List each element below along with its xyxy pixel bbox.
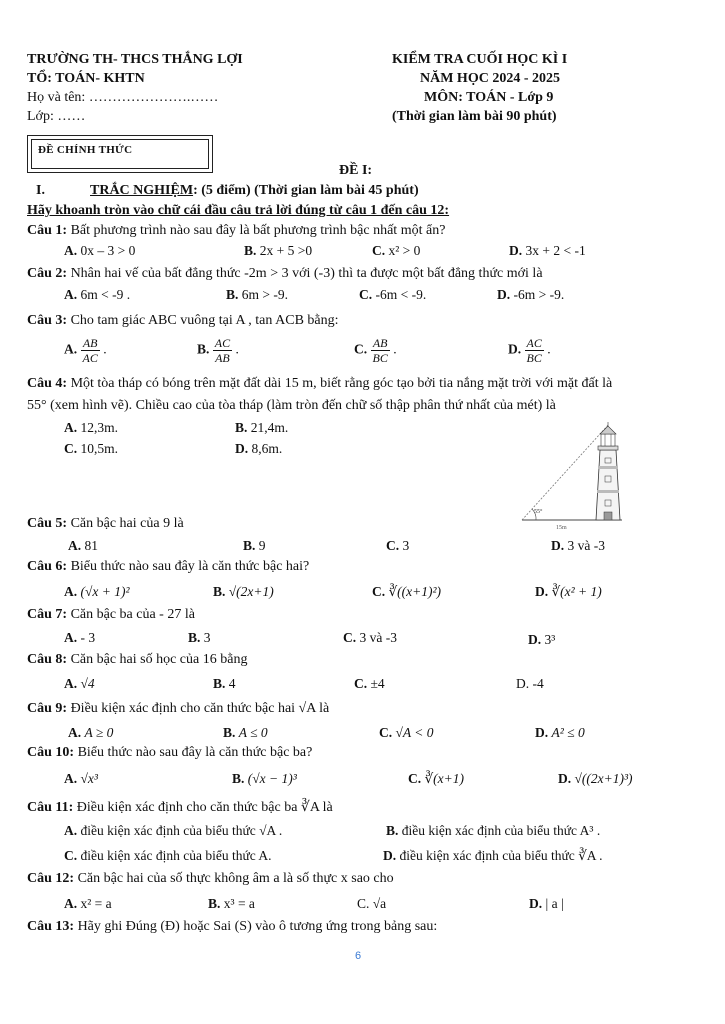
q4-option-a[interactable]: A. 12,3m.: [64, 420, 119, 435]
q5-option-b[interactable]: B. 9: [243, 538, 266, 553]
student-name-line: Họ và tên: ………………….……: [27, 90, 219, 105]
q1-option-d[interactable]: D. 3x + 2 < -1: [509, 243, 586, 258]
question-9: Câu 9: Điều kiện xác định cho căn thức bậc hai √A là: [27, 701, 330, 716]
q3-option-a[interactable]: A. $\frac{AB}{AC}$ .: [64, 336, 107, 365]
q9-option-d[interactable]: D. A² ≤ 0: [535, 725, 585, 740]
q1-option-c[interactable]: C. x² > 0: [372, 243, 421, 258]
q4-option-d[interactable]: D. 8,6m.: [235, 441, 283, 456]
q8-option-d[interactable]: D. -4: [516, 676, 544, 691]
q12-option-b[interactable]: B. x³ = a: [208, 896, 255, 911]
question-8: Câu 8: Căn bậc hai số học của 16 bằng: [27, 652, 248, 667]
question-4-line2: 55° (xem hình vẽ). Chiều cao của tòa tháp (làm tròn đến chữ số thập phân thứ nhất của mét) là: [27, 398, 556, 413]
subject: MÔN: TOÁN - Lớp 9: [424, 90, 554, 105]
q7-option-b[interactable]: B. 3: [188, 630, 211, 645]
q2-option-c[interactable]: C. -6m < -9.: [359, 287, 427, 302]
q10-option-a[interactable]: A. √x³: [64, 771, 98, 786]
q11-option-a[interactable]: A. điều kiện xác định của biểu thức √A .: [64, 823, 283, 838]
exam-title: KIỂM TRA CUỐI HỌC KÌ I: [392, 52, 568, 67]
q1-option-a[interactable]: A. 0x – 3 > 0: [64, 243, 136, 258]
q10-option-d[interactable]: D. √((2x+1)³): [558, 771, 633, 786]
q2-option-d[interactable]: D. -6m > -9.: [497, 287, 565, 302]
q7-option-c[interactable]: C. 3 và -3: [343, 630, 397, 645]
exam-code: ĐỀ I:: [339, 163, 373, 178]
question-3: Câu 3: Cho tam giác ABC vuông tại A , tan ACB bằng:: [27, 313, 339, 328]
q4-option-c[interactable]: C. 10,5m.: [64, 441, 119, 456]
q11-option-b[interactable]: B. điều kiện xác định của biểu thức A³ .: [386, 823, 601, 838]
official-label: ĐỀ CHÍNH THỨC: [38, 144, 133, 156]
q12-option-a[interactable]: A. x² = a: [64, 896, 112, 911]
figure-length-label: 15m: [556, 525, 567, 531]
q3-option-c[interactable]: C. $\frac{AB}{BC}$ .: [354, 336, 397, 365]
question-12: Câu 12: Căn bậc hai của số thực không âm a là số thực x sao cho: [27, 871, 394, 886]
exam-time: (Thời gian làm bài 90 phút): [392, 109, 557, 124]
q11-option-c[interactable]: C. điều kiện xác định của biểu thức A.: [64, 848, 272, 863]
question-1: Câu 1: Bất phương trình nào sau đây là bất phương trình bậc nhất một ẩn?: [27, 223, 446, 238]
figure-angle-label: 55°: [534, 509, 543, 515]
section-heading: [90, 183, 419, 199]
section-title: TRẮC NGHIỆM: [90, 183, 194, 198]
q12-option-c[interactable]: C. √a: [357, 896, 387, 911]
question-4: Câu 4: Một tòa tháp có bóng trên mặt đất dài 15 m, biết rằng góc tạo bởi tia nắng mặt trời với mặt đất là: [27, 376, 613, 391]
official-stamp-box: [27, 135, 213, 173]
class-line: Lớp: ……: [27, 109, 86, 124]
q6-option-b[interactable]: B. √(2x+1): [213, 584, 274, 599]
q11-option-d[interactable]: D. điều kiện xác định của biểu thức ∛A .: [383, 848, 603, 863]
q6-option-d[interactable]: D. ∛(x² + 1): [535, 584, 602, 599]
q8-option-b[interactable]: B. 4: [213, 676, 236, 691]
q10-option-b[interactable]: B. (√x − 1)³: [232, 771, 297, 786]
q2-option-b[interactable]: B. 6m > -9.: [226, 287, 289, 302]
question-7: Câu 7: Căn bậc ba của - 27 là: [27, 607, 195, 622]
q2-option-a[interactable]: A. 6m < -9 .: [64, 287, 131, 302]
section-number: I.: [36, 183, 45, 198]
q8-option-c[interactable]: C. ±4: [354, 676, 385, 691]
q5-option-a[interactable]: A. 81: [68, 538, 98, 553]
department: TỔ: TOÁN- KHTN: [27, 71, 145, 86]
q9-option-c[interactable]: C. √A < 0: [379, 725, 434, 740]
q7-option-a[interactable]: A. - 3: [64, 630, 96, 645]
page-number: 6: [355, 950, 362, 962]
question-5: Câu 5: Căn bậc hai của 9 là: [27, 516, 184, 531]
q9-option-b[interactable]: B. A ≤ 0: [223, 725, 268, 740]
question-11: Câu 11: Điều kiện xác định cho căn thức bậc ba ∛A là: [27, 800, 333, 815]
question-13: Câu 13: Hãy ghi Đúng (Đ) hoặc Sai (S) vào ô tương ứng trong bảng sau:: [27, 919, 438, 934]
q3-option-b[interactable]: B. $\frac{AC}{AB}$ .: [197, 336, 239, 365]
q8-option-a[interactable]: A. √4: [64, 676, 95, 691]
q6-option-a[interactable]: A. (√x + 1)²: [64, 584, 130, 599]
q12-option-d[interactable]: D. | a |: [529, 896, 564, 911]
instruction: Hãy khoanh tròn vào chữ cái đầu câu trả lời đúng từ câu 1 đến câu 12:: [27, 203, 450, 218]
q1-option-b[interactable]: B. 2x + 5 >0: [244, 243, 313, 258]
q5-option-c[interactable]: C. 3: [386, 538, 410, 553]
school-name: TRƯỜNG TH- THCS THẮNG LỢI: [27, 52, 243, 67]
q4-option-b[interactable]: B. 21,4m.: [235, 420, 289, 435]
question-6: Câu 6: Biểu thức nào sau đây là căn thức bậc hai?: [27, 559, 310, 574]
question-10: Câu 10: Biểu thức nào sau đây là căn thức bậc ba?: [27, 745, 313, 760]
section-title-rest: : (5 điểm) (Thời gian làm bài 45 phút): [193, 183, 419, 198]
q6-option-c[interactable]: C. ∛((x+1)²): [372, 584, 441, 599]
q9-option-a[interactable]: A. A ≥ 0: [68, 725, 114, 740]
q5-option-d[interactable]: D. 3 và -3: [551, 538, 605, 553]
q7-option-d[interactable]: D. 3³: [528, 632, 556, 647]
school-year: NĂM HỌC 2024 - 2025: [420, 71, 560, 86]
question-2: Câu 2: Nhân hai vế của bất đẳng thức -2m > 3 với (-3) thì ta được một bất đẳng thức mới là: [27, 266, 543, 281]
q10-option-c[interactable]: C. ∛(x+1): [408, 771, 464, 786]
lighthouse-figure: [516, 420, 626, 532]
q3-option-d[interactable]: D. $\frac{AC}{BC}$ .: [508, 336, 551, 365]
